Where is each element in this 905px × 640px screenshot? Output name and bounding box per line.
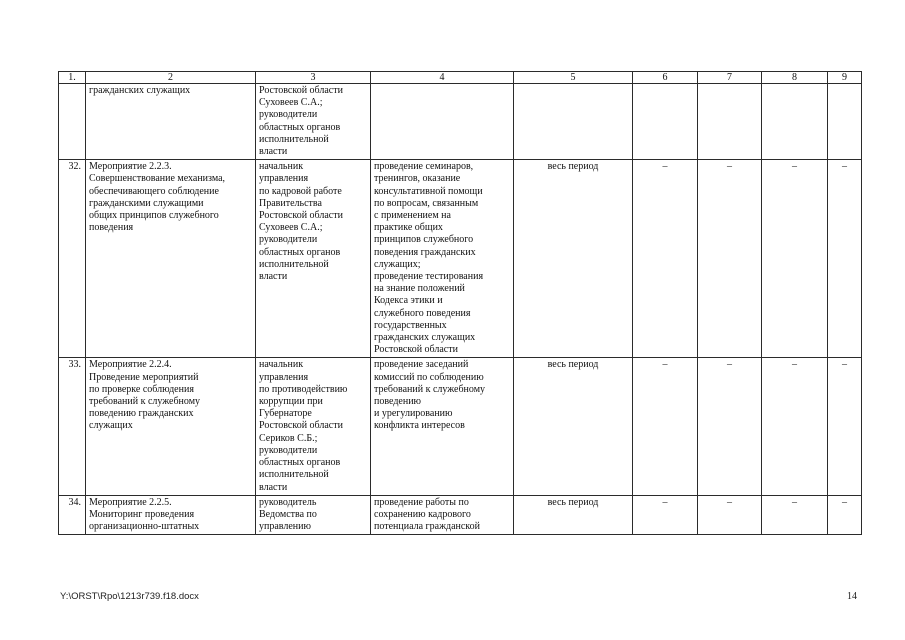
measure-cell: [86, 84, 256, 160]
responsible-text: начальник управления по кадровой работе Правительства Ростовской области Суховеев С.А.; руководители областных органов исполнительной власти: [259, 161, 343, 283]
activities-cell: [371, 495, 514, 535]
measure-text: гражданских служащих: [89, 85, 191, 96]
value-cell-7: –: [698, 160, 762, 358]
value-cell-9: –: [828, 358, 862, 495]
column-number: 9: [828, 72, 862, 84]
activities-text: проведение семинаров, тренингов, оказание консультативной помощи по вопросам, связанным с применением на практике общих принципов служебного поведения гражданских служащих; проведение тестирования на знание положений Кодекса этики и служебного поведения государственных гражданских служащих Ростовской области: [374, 161, 484, 356]
value-cell-6: –: [633, 495, 698, 535]
value-cell-8: [762, 84, 828, 160]
row-number-cell: [59, 84, 86, 160]
responsible-cell: [256, 358, 371, 495]
value-cell-6: –: [633, 358, 698, 495]
value-cell-8: –: [762, 160, 828, 358]
column-number: 7: [698, 72, 762, 84]
row-number-cell: 33.: [59, 358, 86, 495]
value-cell-7: –: [698, 358, 762, 495]
value-cell-8: –: [762, 358, 828, 495]
footer-page-number: 14: [847, 591, 857, 602]
column-number-row: [59, 72, 862, 84]
column-number: 2: [86, 72, 256, 84]
activities-cell: [371, 358, 514, 495]
table-row-32: [59, 160, 862, 358]
period-cell: весь период: [514, 495, 633, 535]
measure-text: Мероприятие 2.2.3. Совершенствование механизма, обеспечивающего соблюдение гражданскими служащими общих принципов служебного поведения: [89, 161, 226, 234]
table-row-continuation: [59, 84, 862, 160]
table-row-34: [59, 495, 862, 535]
value-cell-6: [633, 84, 698, 160]
responsible-text: начальник управления по противодействию коррупции при Губернаторе Ростовской области Сериков С.Б.; руководители областных органов исполнительной власти: [259, 359, 348, 493]
activities-cell: [371, 84, 514, 160]
value-cell-6: –: [633, 160, 698, 358]
column-number: 5: [514, 72, 633, 84]
responsible-cell: [256, 84, 371, 160]
column-number: 3: [256, 72, 371, 84]
plan-table: [58, 71, 862, 535]
value-cell-7: –: [698, 495, 762, 535]
value-cell-9: –: [828, 160, 862, 358]
column-number: 1.: [59, 72, 86, 84]
value-cell-7: [698, 84, 762, 160]
measure-cell: [86, 358, 256, 495]
measure-text: Мероприятие 2.2.5. Мониторинг проведения организационно-штатных: [89, 496, 200, 533]
column-number: 8: [762, 72, 828, 84]
table-row-33: [59, 358, 862, 495]
responsible-cell: [256, 495, 371, 535]
activities-cell: [371, 160, 514, 358]
measure-cell: [86, 160, 256, 358]
responsible-text: руководитель Ведомства по управлению: [259, 496, 317, 533]
value-cell-8: –: [762, 495, 828, 535]
period-cell: [514, 84, 633, 160]
row-number-cell: 34.: [59, 495, 86, 535]
column-number: 6: [633, 72, 698, 84]
responsible-text: Ростовской области Суховеев С.А.; руководители областных органов исполнительной власти: [259, 85, 343, 158]
footer-file-path: Y:\ORST\Rpo\1213r739.f18.docx: [60, 591, 199, 602]
measure-text: Мероприятие 2.2.4. Проведение мероприятий по проверке соблюдения требований к служебному поведению гражданских служащих: [89, 359, 201, 432]
period-cell: весь период: [514, 358, 633, 495]
column-number: 4: [371, 72, 514, 84]
period-cell: весь период: [514, 160, 633, 358]
activities-text: проведение работы по сохранению кадрового потенциала гражданской: [374, 496, 481, 533]
activities-text: проведение заседаний комиссий по соблюдению требований к служебному поведению и урегулированию конфликта интересов: [374, 359, 486, 432]
value-cell-9: –: [828, 495, 862, 535]
value-cell-9: [828, 84, 862, 160]
responsible-cell: [256, 160, 371, 358]
measure-cell: [86, 495, 256, 535]
row-number-cell: 32.: [59, 160, 86, 358]
